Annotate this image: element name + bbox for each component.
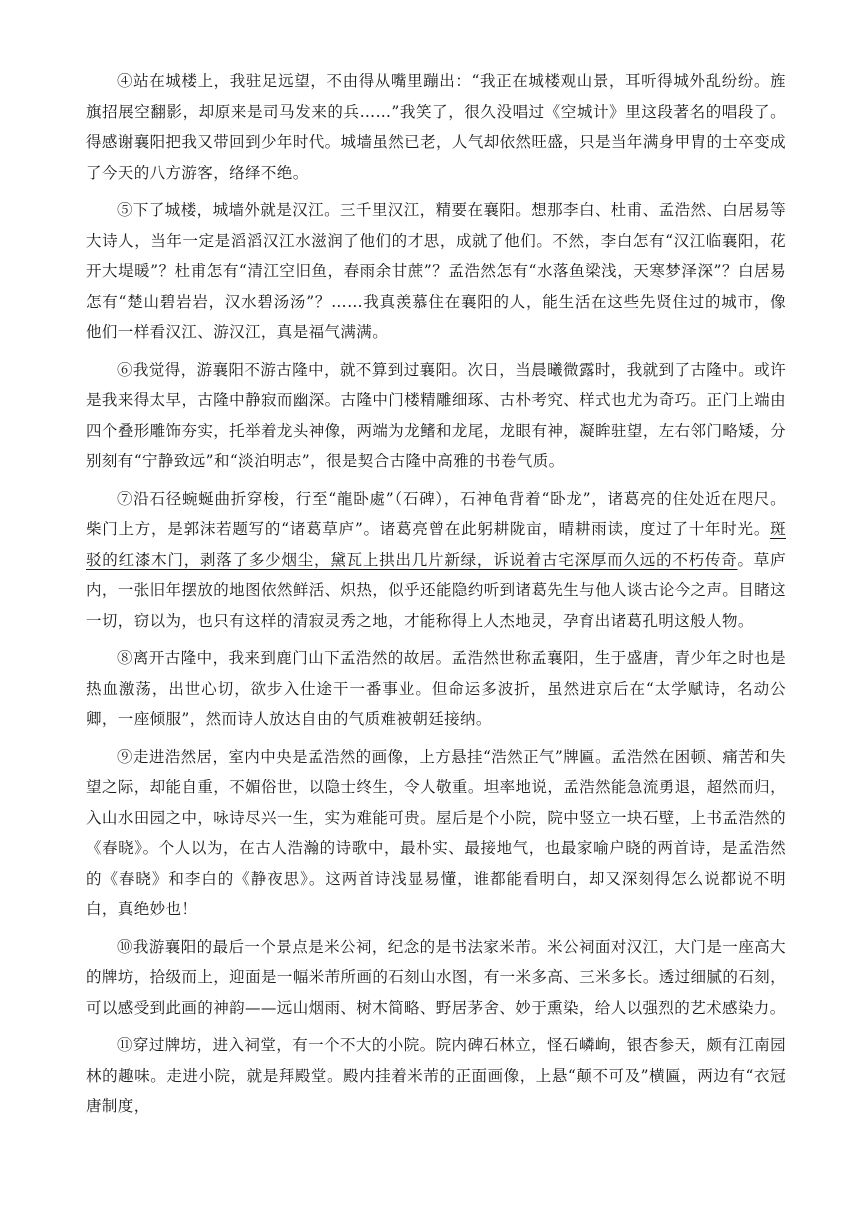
paragraph-4: [86, 66, 786, 188]
paragraph-11: [86, 1030, 786, 1122]
paragraph-text: ④站在城楼上，我驻足远望，不由得从嘴里蹦出：“我正在城楼观山景，耳听得城外乱纷纷。旌旗招展空翻影，却原来是司马发来的兵……”我笑了，很久没唱过《空城计》里这段著名的唱段了。得感谢襄阳把我又带回到少年时代。城墙虽然已老，人气却依然旺盛，只是当年满身甲胄的士卒变成了今天的八方游客，络绎不绝。: [86, 72, 786, 182]
paragraph-7: [86, 484, 786, 637]
paragraph-text: ⑨走进浩然居，室内中央是孟浩然的画像，上方悬挂“浩然正气”牌匾。孟浩然在困顿、痛苦和失望之际，却能自重，不媚俗世，以隐士终生，令人敬重。坦率地说，孟浩然能急流勇退，超然而归，入山水田园之中，咏诗尽兴一生，实为难能可贵。屋后是个小院，院中竖立一块石壁，上书孟浩然的《春晓》。个人以为，在古人浩瀚的诗歌中，最朴实、最接地气，也最家喻户晓的两首诗，是孟浩然的《春晓》和李白的《静夜思》。这两首诗浅显易懂，谁都能看明白，却又深刻得怎么说都说不明白，真绝妙也！: [86, 747, 786, 918]
paragraph-text: ⑪穿过牌坊，进入祠堂，有一个不大的小院。院内碑石林立，怪石嶙峋，银杏参天，颇有江南园林的趣味。走进小院，就是拜殿堂。殿内挂着米芾的正面画像，上悬“颠不可及”横匾，两边有“衣冠唐制度，: [86, 1036, 786, 1115]
paragraph-text: 。草庐内，一张旧年摆放的地图依然鲜活、炽热，似乎还能隐约听到诸葛先生与他人谈古论今之声。目睹这一切，窃以为，也只有这样的清寂灵秀之地，才能称得上人杰地灵，孕育出诸葛孔明这般人物。: [86, 550, 786, 630]
paragraph-text: ⑥我觉得，游襄阳不游古隆中，就不算到过襄阳。次日，当晨曦微露时，我就到了古隆中。或许是我来得太早，古隆中静寂而幽深。古隆中门楼精雕细琢、古朴考究、样式也尤为奇巧。正门上端由四个叠形雕饰夯实，托举着龙头神像，两端为龙鳍和龙尾，龙眼有神，凝眸驻望，左右邻门略矮，分别刻有“宁静致远”和“淡泊明志”，很是契合古隆中高雅的书卷气质。: [86, 360, 786, 470]
paragraph-5: [86, 195, 786, 348]
underlined-sentence: 斑驳的红漆木门，剥落了多少烟尘，黛瓦上拱出几片新绿，诉说着古宅深厚而久远的不朽传奇: [86, 520, 786, 569]
paragraph-10: [86, 932, 786, 1024]
paragraph-text: ⑩我游襄阳的最后一个景点是米公祠，纪念的是书法家米芾。米公祠面对汉江，大门是一座高大的牌坊，拾级而上，迎面是一幅米芾所画的石刻山水图，有一米多高、三米多长。透过细腻的石刻，可以感受到此画的神韵——远山烟雨、树木简略、野居茅舍、妙于熏染，给人以强烈的艺术感染力。: [86, 937, 786, 1017]
paragraph-6: [86, 355, 786, 477]
paragraph-text: ⑧离开古隆中，我来到鹿门山下孟浩然的故居。孟浩然世称孟襄阳，生于盛唐，青少年之时也是热血激荡，出世心切，欲步入仕途干一番事业。但命运多波折，虽然进京后在“太学赋诗，名动公卿，一座倾服”，然而诗人放达自由的气质难被朝廷接纳。: [86, 649, 786, 728]
paragraph-9: [86, 742, 786, 925]
paragraph-8: [86, 643, 786, 735]
paragraph-text: ⑦沿石径蜿蜒曲折穿梭，行至“龍卧處”（石碑），石神龟背着“卧龙”，诸葛亮的住处近在咫尺。柴门上方，是郭沫若题写的“诸葛草庐”。诸葛亮曾在此躬耕陇亩，晴耕雨读，度过了十年时光。: [86, 489, 786, 538]
paragraph-text: ⑤下了城楼，城墙外就是汉江。三千里汉江，精要在襄阳。想那李白、杜甫、孟浩然、白居易等大诗人，当年一定是滔滔汉江水滋润了他们的才思，成就了他们。不然，李白怎有“汉江临襄阳，花开大堤暖”？杜甫怎有“清江空旧鱼，春雨余甘蔗”？孟浩然怎有“水落鱼梁浅，天寒梦泽深”？白居易怎有“楚山碧岩岩，汉水碧汤汤”？……我真羡慕住在襄阳的人，能生活在这些先贤住过的城市，像他们一样看汉江、游汉江，真是福气满满。: [86, 201, 786, 341]
article-body: [86, 66, 786, 1129]
